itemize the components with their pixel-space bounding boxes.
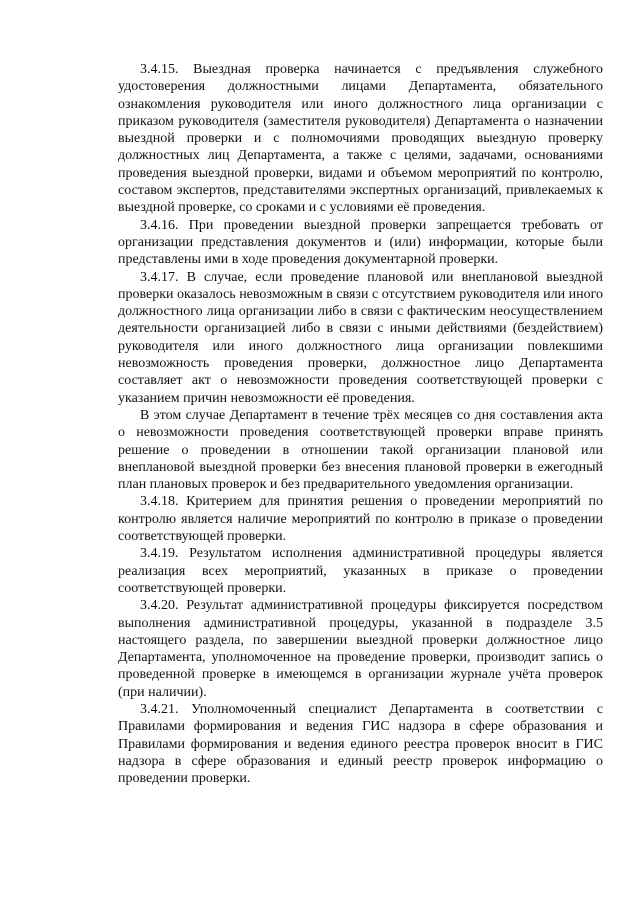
paragraph-3-4-18: 3.4.18. Критерием для принятия решения о проведении мероприятий по контролю является наличие мероприятий по контролю в приказе о проведении соответствующей проверки. (118, 494, 603, 545)
paragraph-3-4-17: 3.4.17. В случае, если проведение плановой или внеплановой выездной проверки оказалось невозможным в связи с отсутствием руководителя или иного должностного лица организации либо в связи с фактическим неосуществлением деятельности организацией либо в связи с иными действиями (бездействием) руководителя или иного должностного лица организации повлекшими невозможность проведения проверки, должностное лицо Департамента составляет акт о невозможности проведения соответствующей проверки с указанием причин невозможности её проведения. (118, 269, 603, 406)
paragraph-3-4-17-continuation: В этом случае Департамент в течение трёх месяцев со дня составления акта о невозможности проведения соответствующей проверки вправе принять решение о проведении в отношении такой организации плановой или внеплановой выездной проверки без внесения плановой проверки в ежегодный план плановых проверок и без предварительного уведомления организации. (118, 407, 603, 493)
paragraph-3-4-20: 3.4.20. Результат административной процедуры фиксируется посредством выполнения административной процедуры, указанной в подразделе 3.5 настоящего раздела, по завершении выездной проверки должностное лицо Департамента, уполномоченное на проведение проверки, производит запись о проведенной проверке в имеющемся в организации журнале учёта проверок (при наличии). (118, 598, 603, 700)
paragraph-3-4-16: 3.4.16. При проведении выездной проверки запрещается требовать от организации представления документов и (или) информации, которые были представлены ими в ходе проведения документарной проверки. (118, 217, 603, 268)
paragraph-3-4-19: 3.4.19. Результатом исполнения административной процедуры является реализация всех мероприятий, указанных в приказе о проведении соответствующей проверки. (118, 546, 603, 596)
paragraph-3-4-21: 3.4.21. Уполномоченный специалист Департамента в соответствии с Правилами формирования и ведения ГИС надзора в сфере образования и Правилами формирования и ведения единого реестра проверок вносит в ГИС надзора в сфере образования и единый реестр проверок информацию о проведении проверки. (118, 701, 603, 787)
paragraph-3-4-15: 3.4.15. Выездная проверка начинается с предъявления служебного удостоверения должностными лицами Департамента, обязательного ознакомления руководителя или иного должностного лица организации с приказом руководителя (заместителя руководителя) Департамента о назначении выездной проверки и с полномочиями проводящих выездную проверку должностных лиц Департамента, а также с целями, задачами, основаниями проведения выездной проверки, видами и объемом мероприятий по контролю, составом экспертов, представителями экспертных организаций, привлекаемых к выездной проверке, со сроками и с условиями её проведения. (118, 62, 603, 216)
